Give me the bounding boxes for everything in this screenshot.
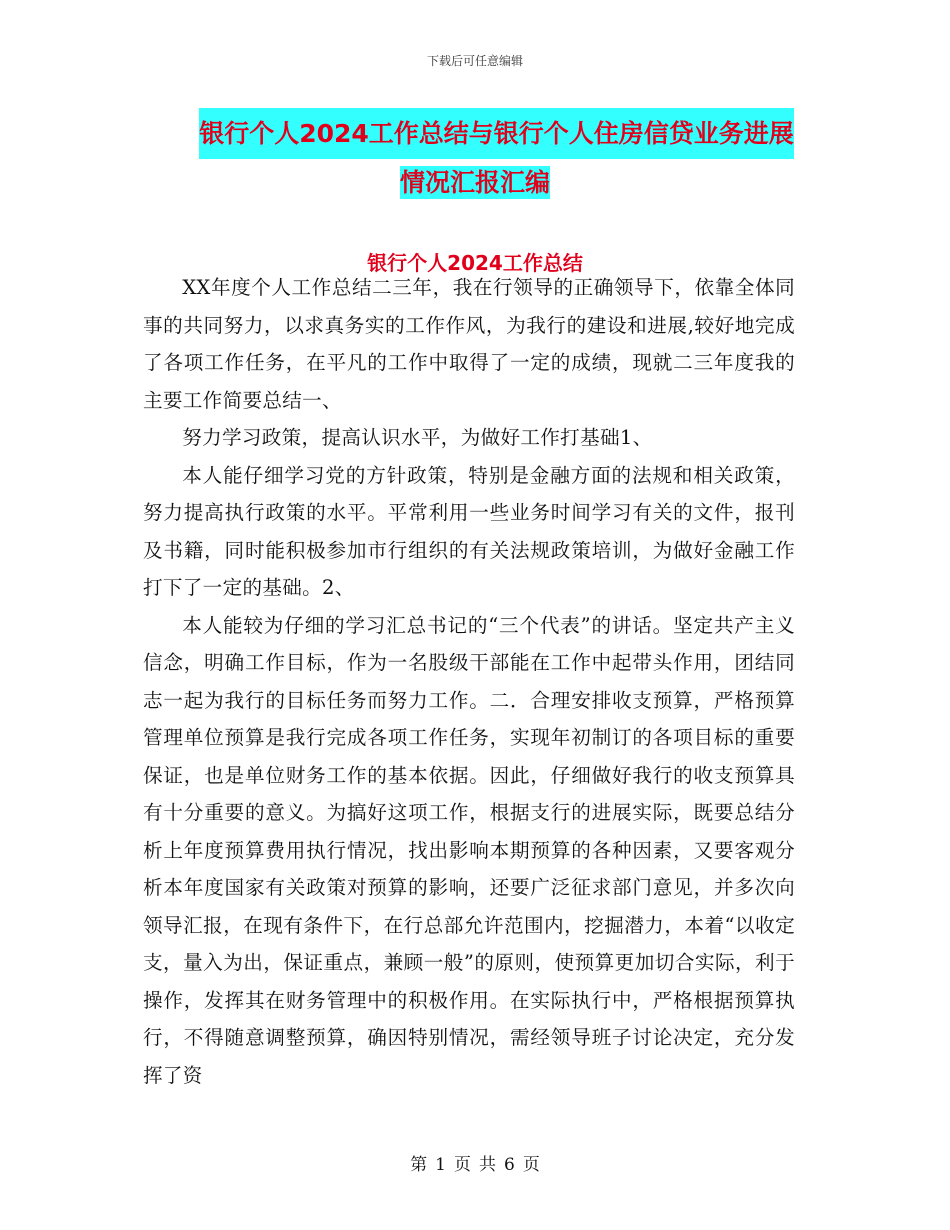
body-text <box>143 269 795 1094</box>
paragraph: XX年度个人工作总结二三年，我在行领导的正确领导下，依靠全体同事的共同努力，以求真务实的工作作风，为我行的建设和进展,较好地完成了各项工作任务，在平凡的工作中取得了一定的成绩，现就二三年度我的主要工作简要总结一、 <box>143 276 795 412</box>
document-title-line-1: 银行个人2024工作总结与银行个人住房信贷业务进展 <box>199 108 794 159</box>
paragraph: 本人能仔细学习党的方针政策，特别是金融方面的法规和相关政策，努力提高执行政策的水平。平常利用一些业务时间学习有关的文件，报刊及书籍，同时能积极参加市行组织的有关法规政策培训，为做好金融工作打下了一定的基础。2、 <box>143 463 795 599</box>
footer-total-word: 共 <box>479 1155 496 1175</box>
page-header-note: 下载后可任意编辑 <box>426 54 523 68</box>
page-footer <box>0 1153 950 1177</box>
footer-suffix: 页 <box>522 1155 540 1175</box>
paragraph: 本人能较为仔细的学习汇总书记的“三个代表”的讲话。坚定共产主义信念，明确工作目标，作为一名股级干部能在工作中起带头作用，团结同志一起为我行的目标任务而努力工作。二．合理安排收支预算，严格预算管理单位预算是我行完成各项工作任务，实现年初制订的各项目标的重要保证，也是单位财务工作的基本依据。因此，仔细做好我行的收支预算具有十分重要的意义。为搞好这项工作，根据支行的进展实际，既要总结分析上年度预算费用执行情况，找出影响本期预算的各种因素，又要客观分析本年度国家有关政策对预算的影响，还要广泛征求部门意见，并多次向领导汇报，在现有条件下，在行总部允许范围内，挖掘潜力，本着“以收定支，量入为出，保证重点，兼顾一般”的原则，使预算更加切合实际，利于操作，发挥其在财务管理中的积极作用。在实际执行中，严格根据预算执行，不得随意调整预算，确因特别情况，需经领导班子讨论决定，充分发挥了资 <box>143 613 795 1087</box>
current-page-number: 1 <box>435 1155 446 1175</box>
section-title: 银行个人2024工作总结 <box>367 251 583 275</box>
footer-page-word: 页 <box>454 1155 471 1175</box>
document-title-line-2: 情况汇报汇编 <box>399 168 550 197</box>
total-page-count: 6 <box>504 1155 515 1175</box>
document-title <box>0 108 950 206</box>
paragraph: 努力学习政策，提高认识水平，为做好工作打基础1、 <box>182 426 653 449</box>
footer-prefix: 第 <box>410 1155 428 1175</box>
